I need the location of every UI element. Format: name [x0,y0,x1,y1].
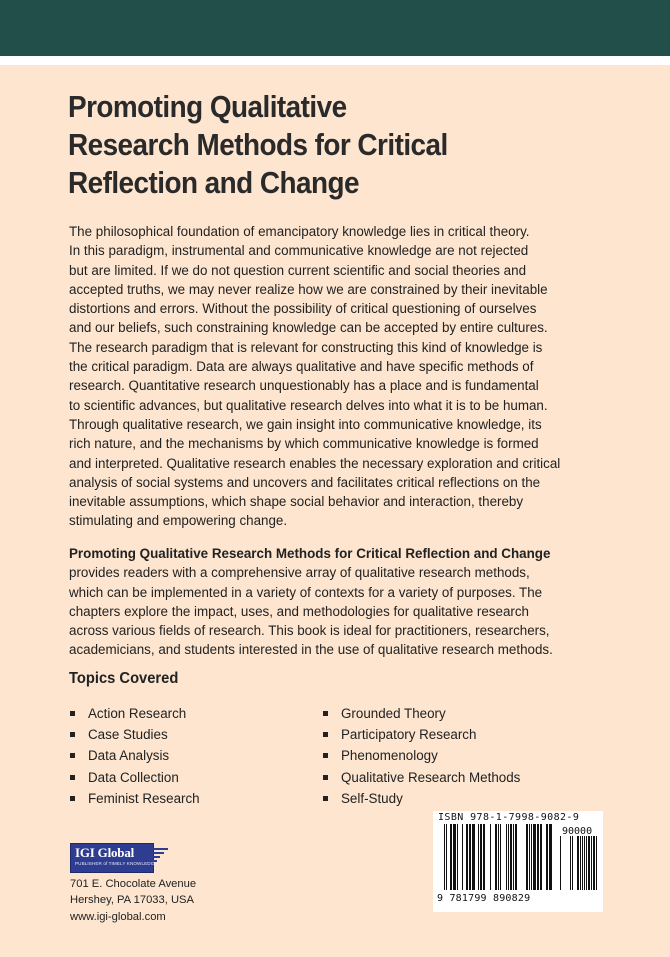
summary-book-title: Promoting Qualitative Research Methods for Critical Reflection and Change [69,546,551,561]
barcode-bar [498,824,499,890]
barcode-bar [510,824,512,890]
topic-item [70,745,200,766]
barcode-bar [546,824,548,890]
price-code: 90000 [562,826,593,837]
title-line: Research Methods for Critical [68,127,448,162]
topic-item [323,767,520,788]
top-color-band [0,0,670,56]
topic-item [323,788,520,809]
topic-label: Grounded Theory [341,706,446,721]
topic-item [70,724,200,745]
barcode-bar [560,836,561,890]
barcode-bar [593,836,595,890]
topic-label: Feminist Research [88,790,200,806]
address-line: Hershey, PA 17033, USA [70,894,194,907]
barcode-bar [591,836,592,890]
topics-list-left [70,703,200,809]
logo-stripes-icon [152,846,182,868]
barcode-bar [466,824,468,890]
logo-text: IGI Global [75,845,135,860]
barcode-bar [584,836,585,890]
topic-item [70,703,200,724]
barcode-bar [537,824,539,890]
barcode-bar [549,824,552,890]
summary-paragraph [69,544,569,660]
topic-label: Data Collection [88,769,179,785]
website-link[interactable]: www.igi-global.com [70,910,166,923]
topic-item [323,724,520,745]
description-line: the critical paradigm. Data are always qualitative and have specific methods of [69,359,534,375]
barcode-bar [572,836,573,890]
barcode-bar [478,824,479,890]
barcode-bar [577,836,579,890]
topic-item [70,767,200,788]
barcode-bar [529,824,530,890]
barcode-bar [580,836,581,890]
barcode-bar [495,824,497,890]
topic-label: Action Research [88,706,187,721]
bullet-icon [323,775,328,780]
barcode-bar [582,836,583,890]
address-line: 701 E. Chocolate Avenue [70,878,197,890]
description-line: research. Quantitative research unquestionably has a place and is fundamental [69,378,539,394]
barcode-bar [446,824,447,890]
description-line: The philosophical foundation of emancipatory knowledge lies in critical theory. [69,224,530,239]
topic-item [323,703,520,724]
bullet-icon [70,753,75,758]
topic-label: Case Studies [88,727,168,743]
description-line: analysis of social systems and uncovers and facilitates critical reflections on the [69,474,541,490]
barcode-bar [596,836,597,890]
description-line: Through qualitative research, we gain insight into communicative knowledge, its [69,416,542,432]
barcode-bar [453,824,456,890]
barcode-bar [531,824,532,890]
ean-number: 9 781799 890829 [437,893,531,904]
bullet-icon [323,732,328,737]
description-line: inevitable assumptions, which shape social behavior and interaction, thereby [69,494,524,510]
barcode-image [436,824,602,894]
description-line: and interpreted. Qualitative research enables the necessary exploration and critical [69,455,561,471]
topic-label: Self-Study [341,790,403,806]
summary-line: academicians, and students interested in the use of qualitative research methods. [69,642,553,658]
barcode-bar [526,824,528,890]
barcode-bar [444,824,445,890]
barcode-bar [540,824,542,890]
barcode-bar [515,824,517,890]
topic-label: Qualitative Research Methods [341,769,521,785]
bullet-icon [70,796,75,801]
description-line: rich nature, and the mechanisms by which communicative knowledge is formed [69,436,539,452]
description-line: to scientific advances, but qualitative research delves into what it is to be human. [69,397,548,413]
barcode-bar [588,836,590,890]
bullet-icon [323,711,328,716]
topic-item [323,745,520,766]
summary-line: chapters explore the impact, uses, and methodologies for qualitative research [69,603,530,619]
barcode-bar [513,824,514,890]
description-line: The research paradigm that is relevant for constructing this kind of knowledge is [69,339,543,355]
bullet-icon [70,711,75,716]
barcode-bar [586,836,587,890]
description-line: In this paradigm, instrumental and communicative knowledge are not rejected [69,243,529,259]
barcode-bar [472,824,475,890]
description-line: accepted truths, we may never realize how we are constrained by their inevitable [69,281,548,297]
barcode-bar [506,824,507,890]
topics-list-right [323,703,520,809]
barcode-bar [480,824,482,890]
description-line: but are limited. If we do not question current scientific and social theories and [69,262,527,278]
barcode-bar [462,824,463,890]
bullet-icon [70,732,75,737]
title-line: Reflection and Change [68,165,359,200]
top-white-rule [0,56,670,65]
description-line: stimulating and empowering change. [69,513,288,529]
title-line: Promoting Qualitative [68,89,347,124]
igi-global-logo [70,843,158,873]
topic-label: Participatory Research [341,727,477,743]
description-line: distortions and errors. Without the possibility of critical questioning of ourselves [69,301,537,317]
description-line: and our beliefs, such constraining knowledge can be accepted by entire cultures. [69,320,548,336]
barcode-bar [483,824,485,890]
summary-line: which can be implemented in a variety of contexts for a variety of purposes. The [69,584,543,600]
barcode-bar [508,824,509,890]
book-title [68,88,572,202]
barcode-bar [500,824,501,890]
logo-tagline: PUBLISHER of TIMELY KNOWLEDGE [75,861,158,866]
barcode-bar [570,836,571,890]
barcode-bar [533,824,536,890]
summary-line: across various fields of research. This book is ideal for practitioners, researchers, [69,623,550,639]
description-paragraph [69,222,569,531]
topics-heading: Topics Covered [69,670,179,687]
barcode-bar [490,824,491,890]
barcode-bar [457,824,458,890]
topic-label: Data Analysis [88,748,170,764]
summary-line: provides readers with a comprehensive array of qualitative research methods, [69,565,530,581]
publisher-address [70,876,196,925]
barcode-bar [469,824,471,890]
barcode-bar [450,824,452,890]
bullet-icon [323,753,328,758]
isbn-label: ISBN 978-1-7998-9082-9 [438,812,580,823]
topic-item [70,788,200,809]
bullet-icon [70,775,75,780]
topic-label: Phenomenology [341,748,438,764]
bullet-icon [323,796,328,801]
